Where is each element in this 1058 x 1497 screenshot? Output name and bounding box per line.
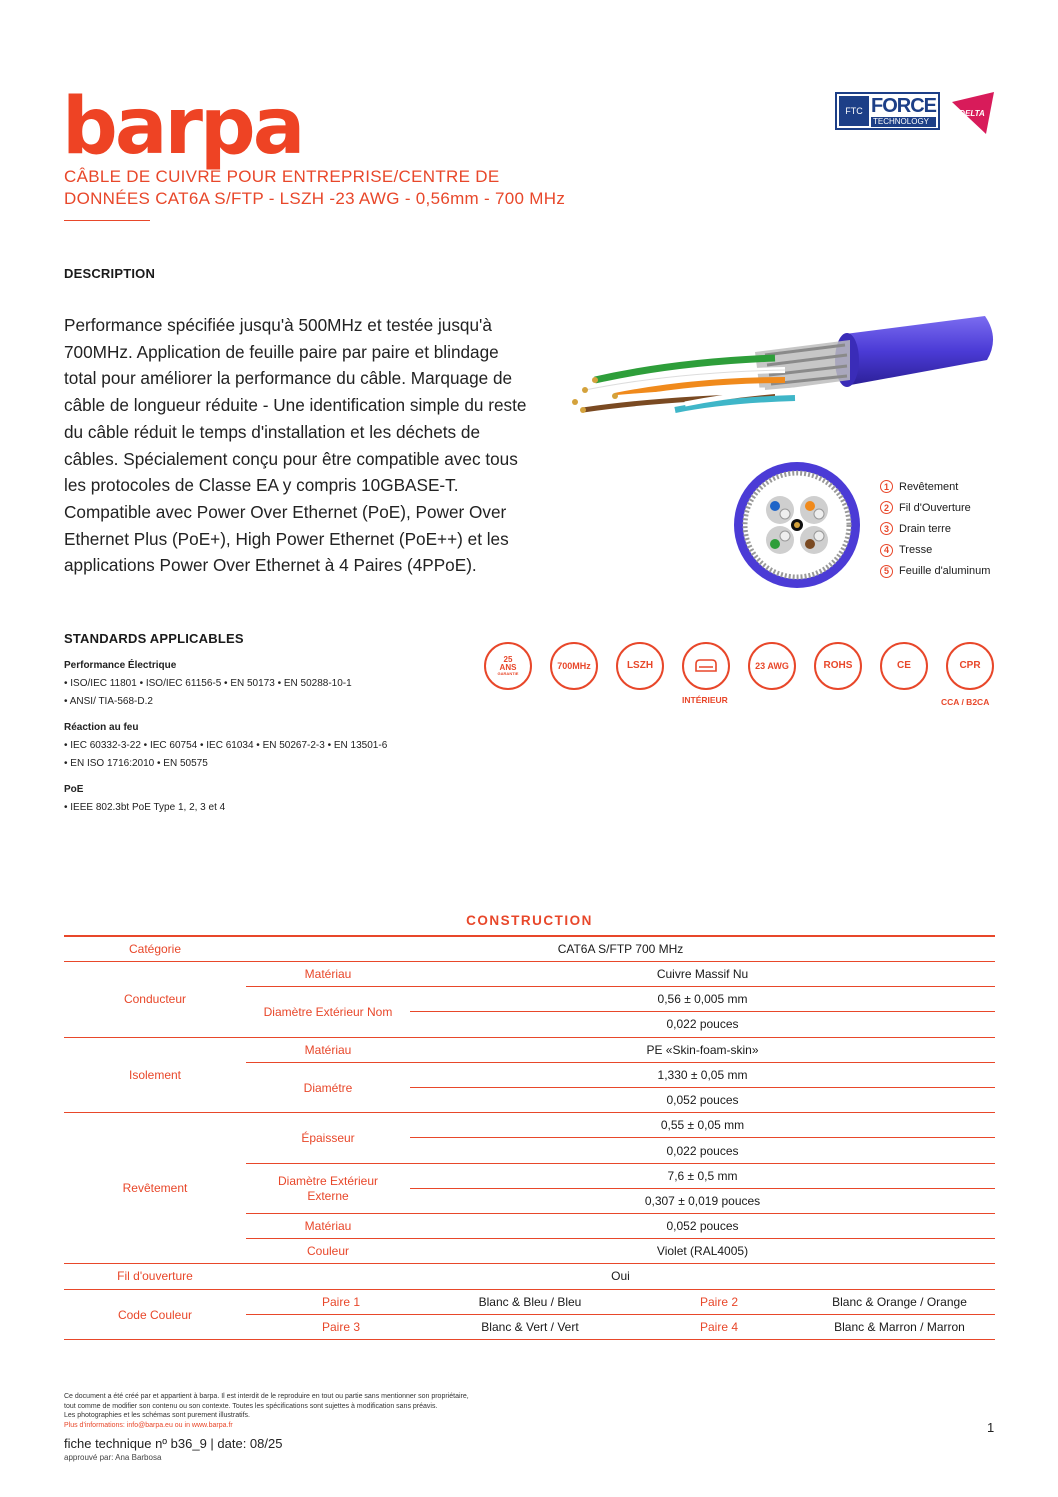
conducteur-materiau-label: Matériau bbox=[304, 967, 352, 981]
fil-ouverture-value: Oui bbox=[611, 1269, 630, 1283]
revetement-label: Revêtement bbox=[122, 1180, 188, 1195]
page-number: 1 bbox=[987, 1420, 995, 1435]
warranty-ans: ANS bbox=[499, 663, 517, 672]
rohs-badge: ROHS bbox=[814, 642, 862, 690]
title-line-2: DONNÉES CAT6A S/FTP - LSZH -23 AWG - 0,56mm - 700 MHz bbox=[64, 189, 566, 208]
delta-logo bbox=[946, 90, 996, 136]
warranty-garantie: GARANTIE bbox=[497, 671, 519, 676]
isolement-materiau-value: PE «Skin-foam-skin» bbox=[646, 1043, 759, 1057]
barpa-logo: barpa bbox=[62, 82, 303, 172]
delta-text: DELTA bbox=[959, 109, 985, 118]
lszh-badge: LSZH bbox=[616, 642, 664, 690]
revetement-epaisseur-pouces: 0,022 pouces bbox=[666, 1143, 739, 1158]
isolement-diametre-mm: 1,330 ± 0,05 mm bbox=[657, 1068, 748, 1082]
revetement-epaisseur-label: Épaisseur bbox=[301, 1131, 355, 1145]
force-technology-logo bbox=[835, 92, 940, 130]
conducteur-diametre-pouces: 0,022 pouces bbox=[666, 1017, 739, 1031]
revetement-materiau-label: Matériau bbox=[304, 1219, 352, 1233]
fire-title: Réaction au feu bbox=[64, 722, 139, 733]
footer-line-2: tout comme de modifier son contenu ou son contexte. Toutes les spécifications sont sujettes à modification sans préavis. bbox=[64, 1402, 438, 1410]
paire-2-value: Blanc & Orange / Orange bbox=[832, 1295, 967, 1309]
isolement-diametre-label: Diamétre bbox=[303, 1080, 353, 1095]
paire-3-label: Paire 3 bbox=[321, 1320, 361, 1334]
700mhz-badge: 700MHz bbox=[550, 642, 598, 690]
standards-heading: STANDARDS APPLICABLES bbox=[64, 631, 244, 646]
title-line-1: CÂBLE DE CUIVRE POUR ENTREPRISE/CENTRE DE bbox=[64, 167, 500, 186]
isolement-materiau-label: Matériau bbox=[304, 1043, 352, 1057]
title-divider bbox=[64, 220, 150, 221]
force-emblem-icon: FTC bbox=[839, 96, 869, 126]
conducteur-diametre-label: Diamètre Extérieur Nom bbox=[263, 1004, 393, 1019]
cpr-badge: CPR bbox=[946, 642, 994, 690]
legend-number: 4 bbox=[880, 544, 893, 557]
certification-badges bbox=[484, 642, 1000, 712]
fil-ouverture-label: Fil d'ouverture bbox=[117, 1269, 193, 1283]
cable-illustration bbox=[555, 300, 1000, 430]
legend-item bbox=[880, 518, 990, 539]
conducteur-materiau-value: Cuivre Massif Nu bbox=[656, 967, 749, 981]
cpr-class: CCA / B2CA bbox=[941, 697, 990, 707]
legend-number: 5 bbox=[880, 565, 893, 578]
warranty-years: 25 bbox=[503, 655, 513, 664]
legend-label: Tresse bbox=[899, 544, 933, 557]
revetement-diametre-pouces: 0,307 ± 0,019 pouces bbox=[644, 1194, 761, 1208]
perf-title: Performance Électrique bbox=[64, 660, 177, 671]
legend-number: 3 bbox=[880, 522, 893, 535]
legend-label: Drain terre bbox=[899, 522, 951, 535]
isolement-diametre-pouces: 0,052 pouces bbox=[666, 1093, 739, 1107]
paire-3-value: Blanc & Vert / Vert bbox=[481, 1320, 579, 1334]
legend-item bbox=[880, 497, 990, 518]
legend-label: Revêtement bbox=[899, 480, 959, 493]
indoor-sofa-icon bbox=[682, 642, 730, 690]
legend-label: Feuille d'aluminum bbox=[899, 565, 991, 578]
indoor-label: INTÉRIEUR bbox=[682, 695, 728, 705]
legend-label: Fil d'Ouverture bbox=[899, 501, 971, 514]
cross-section-legend bbox=[880, 476, 990, 582]
construction-heading: CONSTRUCTION bbox=[466, 913, 593, 928]
isolement-label: Isolement bbox=[128, 1068, 182, 1082]
paire-1-value: Blanc & Bleu / Bleu bbox=[478, 1295, 582, 1309]
warranty-badge bbox=[484, 642, 532, 690]
ce-badge: CE bbox=[880, 642, 928, 690]
legal-footer bbox=[64, 1392, 584, 1430]
paire-4-label: Paire 4 bbox=[699, 1320, 739, 1334]
cable-cross-section bbox=[732, 460, 862, 590]
revetement-diametre-label: Diamètre Extérieur Externe bbox=[277, 1174, 379, 1203]
footer-contact-link[interactable]: Plus d'informations: info@barpa.eu ou in www.barpa.fr bbox=[64, 1421, 233, 1429]
force-word: FORCE bbox=[871, 94, 936, 117]
description-text: Performance spécifiée jusqu'à 500MHz et testée jusqu'à 700MHz. Application de feuille paire par paire et blindage total pour améliorer la performance du câble. Marquage de câble de longueur réduite - Une identification simple du reste du câble réduit le temps d'installation et les déchets de câbles. Spécialement conçu pour être compatible avec tous les protocoles de Classe EA y compris 10GBASE-T. Compatible avec Power Over Ethernet (PoE), Power Over Ethernet Plus (PoE+), High Power Ethernet (PoE++) et les applications Power Over Ethernet à 4 Paires (4PPoE). bbox=[64, 315, 527, 576]
paire-1-label: Paire 1 bbox=[321, 1295, 361, 1309]
paire-2-label: Paire 2 bbox=[699, 1295, 739, 1309]
revetement-diametre-mm: 7,6 ± 0,5 mm bbox=[667, 1169, 738, 1183]
revetement-couleur-label: Couleur bbox=[306, 1244, 350, 1258]
legend-number: 1 bbox=[880, 480, 893, 493]
poe-title: PoE bbox=[64, 784, 84, 795]
standards-list bbox=[64, 655, 484, 817]
awg-badge: 23 AWG bbox=[748, 642, 796, 690]
footer-line-3: Les photographies et les schémas sont purement illustratifs. bbox=[64, 1412, 250, 1419]
categorie-label: Catégorie bbox=[128, 941, 182, 956]
revetement-materiau-value: 0,052 pouces bbox=[666, 1219, 739, 1233]
paire-4-value: Blanc & Marron / Marron bbox=[834, 1320, 965, 1334]
conducteur-diametre-mm: 0,56 ± 0,005 mm bbox=[657, 992, 748, 1006]
poe-line-1: • IEEE 802.3bt PoE Type 1, 2, 3 et 4 bbox=[64, 802, 226, 813]
revetement-epaisseur-mm: 0,55 ± 0,05 mm bbox=[660, 1118, 745, 1132]
perf-line-1: • ISO/IEC 11801 • ISO/IEC 61156-5 • EN 50173 • EN 50288-10-1 bbox=[64, 678, 352, 689]
code-couleur-label: Code Couleur bbox=[117, 1307, 193, 1322]
conducteur-label: Conducteur bbox=[123, 992, 187, 1006]
legend-item bbox=[880, 540, 990, 561]
force-subword: TECHNOLOGY bbox=[871, 117, 936, 127]
description-heading: DESCRIPTION bbox=[64, 266, 156, 281]
document-title bbox=[64, 166, 684, 210]
approved-by: approuvé par: Ana Barbosa bbox=[64, 1453, 162, 1462]
revetement-couleur-value: Violet (RAL4005) bbox=[656, 1244, 749, 1258]
legend-item bbox=[880, 476, 990, 497]
datasheet-reference: fiche technique nº b36_9 | date: 08/25 bbox=[64, 1436, 283, 1451]
legend-item bbox=[880, 561, 990, 582]
legend-number: 2 bbox=[880, 501, 893, 514]
fire-line-1: • IEC 60332-3-22 • IEC 60754 • IEC 61034 • EN 50267-2-3 • EN 13501-6 bbox=[64, 740, 388, 751]
fire-line-2: • EN ISO 1716:2010 • EN 50575 bbox=[64, 758, 208, 769]
footer-line-1: Ce document a été créé par et appartient à barpa. Il est interdit de le reproduire en tout ou partie sans mentionner son propriétaire, bbox=[64, 1393, 469, 1400]
perf-line-2: • ANSI/ TIA-568-D.2 bbox=[64, 696, 153, 707]
categorie-value: CAT6A S/FTP 700 MHz bbox=[557, 941, 684, 956]
